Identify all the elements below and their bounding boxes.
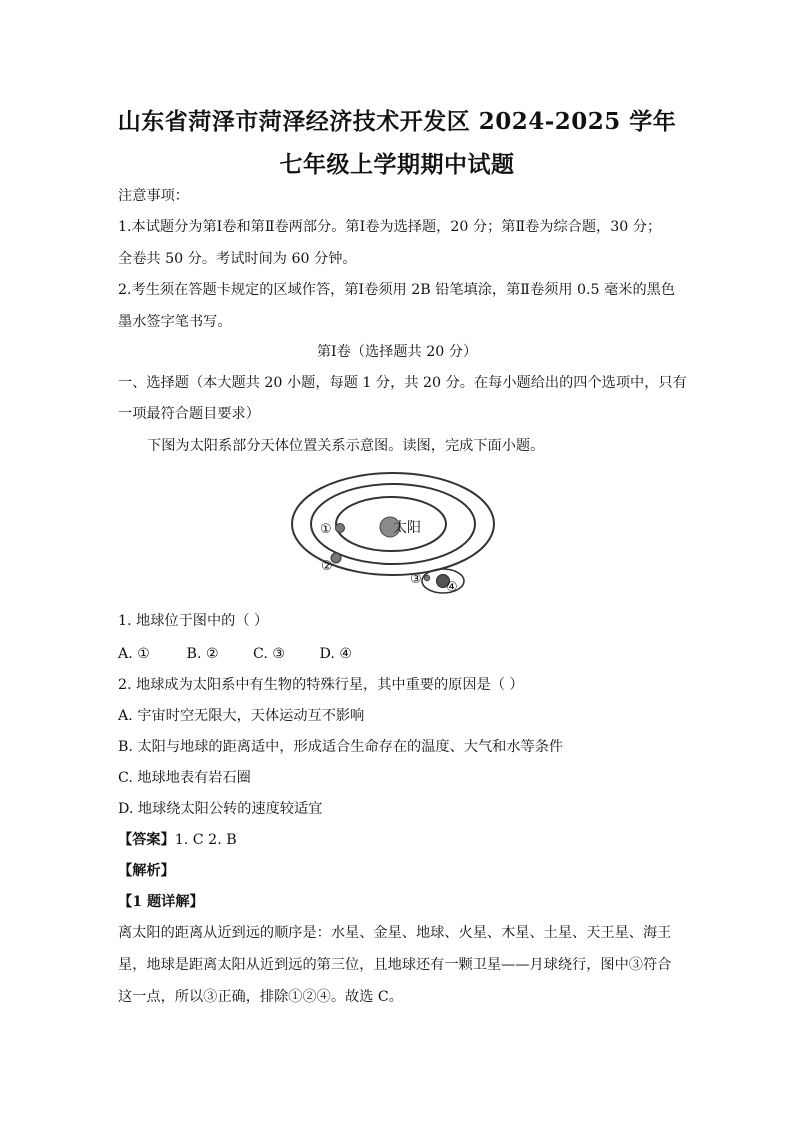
q2-option-b: B. 太阳与地球的距离适中，形成适合生命存在的温度、大气和水等条件 — [118, 739, 564, 755]
q2-option-c: C. 地球地表有岩石圈 — [118, 770, 251, 786]
analysis-line2: 星，地球是距离太阳从近到远的第三位，且地球还有一颗卫星——月球绕行，图中③符合 — [118, 957, 672, 973]
question-2-stem: 2. 地球成为太阳系中有生物的特殊行星，其中重要的原因是（ ） — [118, 677, 524, 693]
question-1-options — [118, 645, 698, 663]
section-title: 第Ⅰ卷（选择题共 20 分） — [316, 344, 478, 360]
question-intro: 下图为太阳系部分天体位置关系示意图。读图，完成下面小题。 — [147, 438, 545, 454]
label-1: ① — [320, 522, 332, 537]
planet-1 — [336, 524, 345, 533]
answer-label: 【答案】 — [118, 832, 175, 848]
q2-option-d: D. 地球绕太阳公转的速度较适宜 — [118, 801, 323, 817]
exam-title-line2: 七年级上学期期中试题 — [279, 151, 515, 178]
q1-option-a: A. ① — [118, 646, 150, 662]
q1-option-d: D. ④ — [319, 646, 353, 662]
notice-item1-line2: 全卷共 50 分。考试时间为 60 分钟。 — [118, 251, 357, 267]
analysis-line3: 这一点，所以③正确，排除①②④。故选 C。 — [118, 989, 403, 1005]
answer-text: 1. C 2. B — [174, 832, 237, 848]
question-1-stem: 1. 地球位于图中的（ ） — [118, 613, 269, 629]
label-3: ③ — [410, 572, 422, 587]
solar-system-diagram — [288, 466, 508, 596]
q2-option-a: A. 宇宙时空无限大，天体运动互不影响 — [118, 708, 365, 724]
q1-option-c: C. ③ — [253, 646, 286, 662]
section-instruction-line1: 一、选择题（本大题共 20 小题，每题 1 分，共 20 分。在每小题给出的四个选项中，只有 — [118, 375, 687, 391]
exam-title-line1: 山东省菏泽市菏泽经济技术开发区 2024-2025 学年 — [117, 108, 677, 135]
analysis-label: 【解析】 — [118, 863, 175, 879]
moon — [424, 575, 430, 581]
detail-label: 【1 题详解】 — [118, 894, 204, 910]
analysis-line1: 离太阳的距离从近到远的顺序是：水星、金星、地球、火星、木星、土星、天王星、海王 — [118, 925, 672, 941]
label-2: ② — [321, 559, 333, 574]
answer-line — [118, 831, 698, 849]
notice-item2-line1: 2.考生须在答题卡规定的区域作答，第Ⅰ卷须用 2B 铅笔填涂，第Ⅱ卷须用 0.5 毫米的黑色 — [118, 282, 676, 298]
sun-label: 太阳 — [393, 520, 421, 536]
section-instruction-line2: 一项最符合题目要求） — [118, 406, 260, 422]
notice-item1-line1: 1.本试题分为第Ⅰ卷和第Ⅱ卷两部分。第Ⅰ卷为选择题，20 分；第Ⅱ卷为综合题，30 分； — [118, 219, 662, 235]
notice-heading: 注意事项： — [118, 188, 189, 204]
notice-item2-line2: 墨水签字笔书写。 — [118, 314, 232, 330]
label-4: ④ — [446, 580, 458, 595]
q1-option-b: B. ② — [186, 646, 219, 662]
